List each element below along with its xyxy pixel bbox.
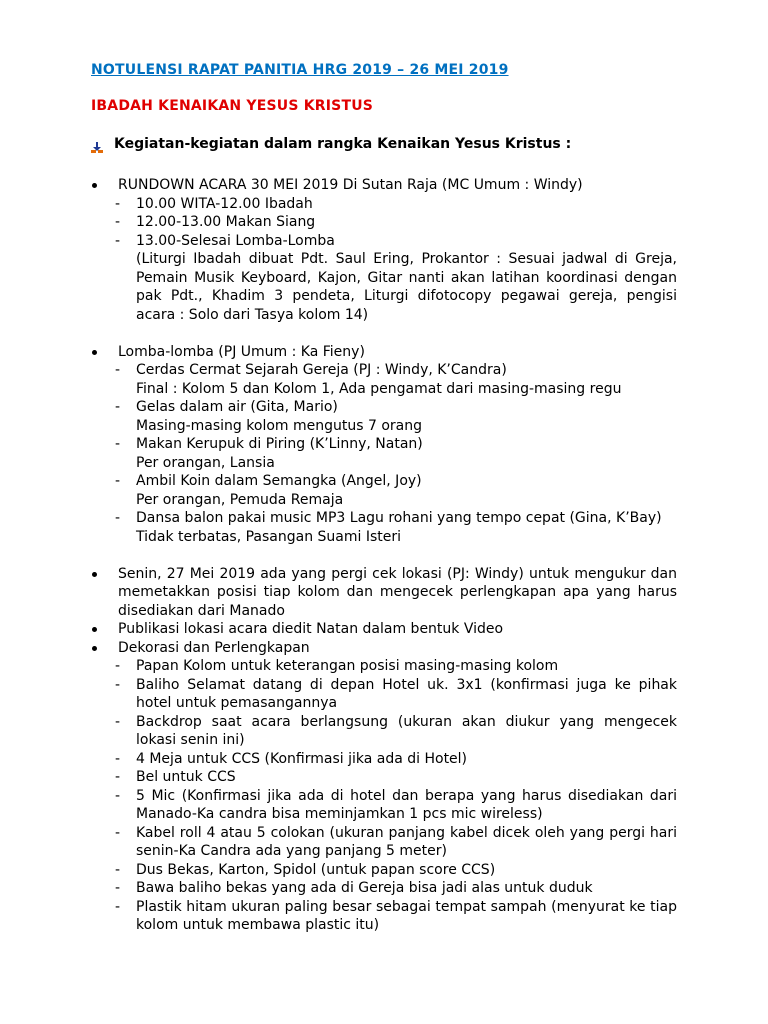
intro-row: [91, 136, 571, 152]
rundown-item: - 10.00 WITA-12.00 Ibadah: [91, 195, 677, 214]
intro-text: Kegiatan-kegiatan dalam rangka Kenaikan Yesus Kristus :: [114, 136, 572, 152]
rundown-item: - 13.00-Selesai Lomba-Lomba: [91, 232, 677, 251]
rundown-item: - 12.00-13.00 Makan Siang: [91, 213, 677, 232]
lomba-detail: Masing-masing kolom mengutus 7 orang: [136, 417, 422, 434]
dekorasi-item: - Baliho Selamat datang di depan Hotel uk. 3x1 (konfirmasi juga ke pihak hotel untuk pemasangannya: [91, 676, 677, 713]
senin-line: disediakan dari Manado: [118, 602, 285, 619]
dekorasi-item: - Bawa baliho bekas yang ada di Gereja bisa jadi alas untuk duduk: [91, 879, 677, 898]
dekorasi-item: - 5 Mic (Konfirmasi jika ada di hotel dan berapa yang harus disediakan dari Manado-Ka candra bisa meminjamkan 1 pcs mic wireless): [91, 787, 677, 824]
arrow-bullet-icon: [91, 138, 103, 150]
dekorasi-item: - Papan Kolom untuk keterangan posisi masing-masing kolom: [91, 657, 677, 676]
dekorasi-item: - Bel untuk CCS: [91, 768, 677, 787]
publikasi-item: Publikasi lokasi acara diedit Natan dalam bentuk Video: [91, 620, 677, 639]
lomba-item: - Makan Kerupuk di Piring (K’Linny, Natan): [91, 435, 677, 454]
dekorasi-heading: Dekorasi dan Perlengkapan: [91, 639, 677, 658]
dekorasi-item: - Plastik hitam ukuran paling besar sebagai tempat sampah (menyurat ke tiap kolom untuk membawa plastic itu): [91, 898, 677, 935]
dekorasi-item: - 4 Meja untuk CCS (Konfirmasi jika ada di Hotel): [91, 750, 677, 769]
document-body: [91, 176, 677, 935]
dekorasi-item: - Backdrop saat acara berlangsung (ukuran akan diukur yang mengecek lokasi senin ini): [91, 713, 677, 750]
dekorasi-item: - Kabel roll 4 atau 5 colokan (ukuran panjang kabel dicek oleh yang pergi hari senin-Ka Candra ada yang panjang 5 meter): [91, 824, 677, 861]
document-title: NOTULENSI RAPAT PANITIA HRG 2019 – 26 MEI 2019: [91, 62, 509, 78]
lomba-item: - Gelas dalam air (Gita, Mario): [91, 398, 677, 417]
dekorasi-item: - Dus Bekas, Karton, Spidol (untuk papan score CCS): [91, 861, 677, 880]
lomba-item: - Dansa balon pakai music MP3 Lagu rohani yang tempo cepat (Gina, K’Bay): [91, 509, 677, 528]
senin-item: [91, 565, 677, 621]
senin-line: Senin, 27 Mei 2019 ada yang pergi cek lokasi (PJ: Windy) untuk mengukur dan: [118, 565, 677, 582]
lomba-heading: Lomba-lomba (PJ Umum : Ka Fieny): [91, 343, 677, 362]
rundown-note: (Liturgi Ibadah dibuat Pdt. Saul Ering, Prokantor : Sesuai jadwal di Greja, Pemain Musik Keyboard, Kajon, Gitar nanti akan latihan koordinasi dengan pak Pdt., Khadim 3 pendeta, Liturgi difotocopy pegawai gereja, pengisi acara : Solo dari Tasya kolom 14): [136, 251, 677, 323]
section-subtitle: IBADAH KENAIKAN YESUS KRISTUS: [91, 98, 374, 114]
rundown-heading: RUNDOWN ACARA 30 MEI 2019 Di Sutan Raja (MC Umum : Windy): [91, 176, 677, 195]
senin-line: memetakkan posisi tiap kolom dan mengecek perlengkapan apa yang harus: [118, 584, 677, 600]
lomba-detail: Per orangan, Pemuda Remaja: [136, 491, 344, 508]
lomba-detail: Per orangan, Lansia: [136, 454, 275, 471]
lomba-detail: Final : Kolom 5 dan Kolom 1, Ada pengamat dari masing-masing regu: [136, 380, 622, 397]
lomba-detail: Tidak terbatas, Pasangan Suami Isteri: [136, 528, 402, 545]
lomba-item: - Ambil Koin dalam Semangka (Angel, Joy): [91, 472, 677, 491]
lomba-item: - Cerdas Cermat Sejarah Gereja (PJ : Windy, K’Candra): [91, 361, 677, 380]
